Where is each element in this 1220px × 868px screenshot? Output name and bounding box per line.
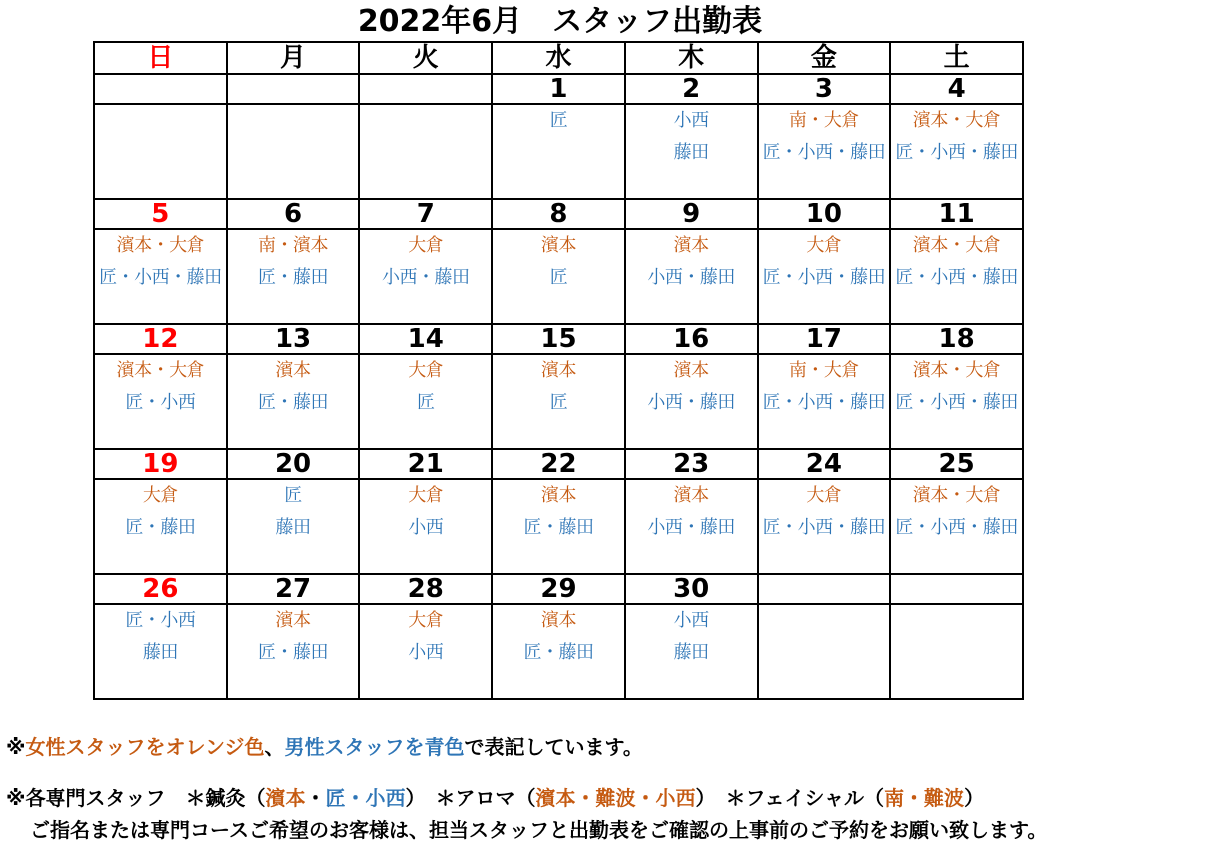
day-staff-cell: [94, 354, 227, 449]
weekday-header: 日: [94, 42, 227, 74]
day-number: 13: [227, 324, 360, 354]
day-staff-cell: [227, 604, 360, 699]
male-staff: 匠・小西・藤田: [895, 142, 1018, 163]
day-staff-cell: [758, 354, 891, 449]
day-number: 21: [359, 449, 492, 479]
note-segment: ）: [964, 786, 985, 810]
male-staff: 匠: [549, 267, 568, 288]
day-staff-cell: [227, 229, 360, 324]
weekday-header: 火: [359, 42, 492, 74]
note-segment: ） ＊フェイシャル（: [695, 786, 885, 810]
female-staff: 濱本: [673, 360, 709, 381]
female-staff: 濱本・大倉: [912, 235, 1001, 256]
female-staff: 濱本: [540, 235, 576, 256]
day-staff-cell: [359, 604, 492, 699]
weekday-header: 土: [890, 42, 1023, 74]
male-staff: 小西: [673, 110, 709, 131]
day-number: 27: [227, 574, 360, 604]
male-staff: 小西: [408, 517, 444, 538]
note-segment: ※: [6, 735, 26, 759]
female-staff: 大倉: [408, 610, 444, 631]
weekday-header: 水: [492, 42, 625, 74]
male-staff: 匠: [284, 485, 302, 506]
male-staff: 匠・小西・藤田: [99, 267, 222, 288]
female-staff: 濱本: [673, 485, 709, 506]
female-staff: 南・大倉: [788, 360, 859, 381]
day-staff-cell: [94, 479, 227, 574]
female-staff: 南・大倉: [788, 110, 859, 131]
staff-row: [94, 479, 1023, 574]
note-segment: 濱本・難波・小西: [535, 786, 696, 810]
female-staff: 濱本・大倉: [116, 235, 205, 256]
day-number: [94, 74, 227, 104]
day-number: 26: [94, 574, 227, 604]
male-staff: 匠・藤田: [523, 642, 594, 663]
male-staff: 匠・藤田: [258, 267, 329, 288]
day-number: 14: [359, 324, 492, 354]
male-staff: 匠・小西・藤田: [762, 392, 886, 413]
staff-row: [94, 354, 1023, 449]
note-segment: ） ＊アロマ（: [405, 786, 536, 810]
female-staff: 濱本: [275, 610, 311, 631]
reservation-note: ご指名または専門コースご希望のお客様は、担当スタッフと出勤表をご確認の上事前のご予約をお願い致します。: [30, 818, 1048, 842]
day-number: 5: [94, 199, 227, 229]
day-number: 17: [758, 324, 891, 354]
female-staff: 濱本: [540, 485, 576, 506]
note-segment: 匠・小西: [325, 786, 406, 810]
day-staff-cell: [625, 354, 758, 449]
day-number: 18: [890, 324, 1023, 354]
day-number: 11: [890, 199, 1023, 229]
day-number: [890, 574, 1023, 604]
note-segment: で表記しています。: [464, 735, 643, 759]
page-title: 2022年6月 スタッフ出勤表: [357, 4, 763, 39]
day-staff-cell: [890, 354, 1023, 449]
male-staff: 匠・藤田: [258, 392, 329, 413]
day-staff-cell: [890, 479, 1023, 574]
day-number: 4: [890, 74, 1023, 104]
day-number: 30: [625, 574, 758, 604]
day-staff-cell: [625, 229, 758, 324]
date-row: [94, 574, 1023, 604]
day-staff-cell: [625, 479, 758, 574]
male-staff: 小西・藤田: [382, 267, 470, 288]
day-number: 20: [227, 449, 360, 479]
male-staff: 小西・藤田: [647, 517, 735, 538]
female-staff: 濱本: [540, 360, 576, 381]
female-staff: 大倉: [806, 235, 842, 256]
day-number: 29: [492, 574, 625, 604]
day-number: [227, 74, 360, 104]
male-staff: 匠・小西・藤田: [895, 517, 1018, 538]
male-staff: 匠・小西・藤田: [895, 267, 1018, 288]
day-staff-cell: [890, 229, 1023, 324]
day-number: 15: [492, 324, 625, 354]
male-staff: 匠・小西・藤田: [762, 142, 886, 163]
male-staff: 藤田: [275, 517, 311, 538]
female-staff: 大倉: [142, 485, 178, 506]
female-staff: 濱本・大倉: [912, 110, 1001, 131]
staff-row: [94, 229, 1023, 324]
date-row: [94, 324, 1023, 354]
note-segment: 、: [264, 735, 285, 759]
day-staff-cell: [492, 604, 625, 699]
schedule-calendar: [93, 41, 1024, 700]
day-number: 3: [758, 74, 891, 104]
female-staff: 大倉: [408, 235, 444, 256]
day-number: 16: [625, 324, 758, 354]
male-staff: 藤田: [673, 142, 709, 163]
female-staff: 濱本・大倉: [116, 360, 205, 381]
female-staff: 濱本: [540, 610, 576, 631]
female-staff: 大倉: [408, 485, 444, 506]
note-segment: 女性スタッフをオレンジ色: [25, 735, 265, 759]
male-staff: 小西: [408, 642, 444, 663]
day-staff-cell: [359, 354, 492, 449]
date-row: [94, 74, 1023, 104]
day-staff-cell: [227, 354, 360, 449]
day-number: 6: [227, 199, 360, 229]
female-staff: 大倉: [806, 485, 842, 506]
male-staff: 藤田: [142, 642, 178, 663]
male-staff: 匠・藤田: [523, 517, 594, 538]
date-row: [94, 449, 1023, 479]
day-staff-cell: [890, 104, 1023, 199]
day-number: 7: [359, 199, 492, 229]
weekday-header: 木: [625, 42, 758, 74]
day-staff-cell: [359, 479, 492, 574]
note-segment: 南・難波: [884, 786, 965, 810]
male-staff: 匠・藤田: [125, 517, 196, 538]
day-staff-cell: [758, 104, 891, 199]
day-staff-cell: [359, 229, 492, 324]
day-number: 12: [94, 324, 227, 354]
date-row: [94, 199, 1023, 229]
day-staff-cell: [94, 604, 227, 699]
female-staff: 濱本: [673, 235, 709, 256]
day-number: 2: [625, 74, 758, 104]
day-staff-cell: [227, 104, 360, 199]
day-number: 25: [890, 449, 1023, 479]
day-number: [359, 74, 492, 104]
day-staff-cell: [625, 604, 758, 699]
day-number: 24: [758, 449, 891, 479]
female-staff: 濱本: [275, 360, 311, 381]
day-staff-cell: [227, 479, 360, 574]
day-number: 28: [359, 574, 492, 604]
staff-row: [94, 604, 1023, 699]
note-segment: ※各専門スタッフ ＊鍼灸（: [6, 786, 266, 810]
female-staff: 大倉: [408, 360, 444, 381]
day-staff-cell: [94, 104, 227, 199]
male-staff: 匠: [549, 392, 568, 413]
staff-row: [94, 104, 1023, 199]
weekday-header: 金: [758, 42, 891, 74]
male-staff: 小西: [673, 610, 709, 631]
note-segment: ・: [305, 786, 326, 810]
male-staff: 匠・藤田: [258, 642, 329, 663]
male-staff: 匠・小西・藤田: [762, 267, 886, 288]
male-staff: 匠・小西・藤田: [895, 392, 1018, 413]
note-segment: 男性スタッフを青色: [284, 735, 465, 759]
day-staff-cell: [890, 604, 1023, 699]
male-staff: 匠: [549, 110, 568, 131]
day-number: 19: [94, 449, 227, 479]
day-staff-cell: [758, 604, 891, 699]
day-staff-cell: [492, 229, 625, 324]
female-staff: 濱本・大倉: [912, 360, 1001, 381]
male-staff: 小西・藤田: [647, 267, 735, 288]
male-staff: 匠: [417, 392, 435, 413]
male-staff: 小西・藤田: [647, 392, 735, 413]
female-staff: 南・濱本: [258, 235, 329, 256]
male-staff: 匠・小西: [125, 610, 196, 631]
female-staff: 濱本・大倉: [912, 485, 1001, 506]
day-number: 9: [625, 199, 758, 229]
weekday-header: 月: [227, 42, 360, 74]
note-segment: 濱本: [265, 786, 306, 810]
day-staff-cell: [492, 479, 625, 574]
male-staff: 匠・小西: [125, 392, 196, 413]
color-legend-note: [6, 734, 643, 760]
day-staff-cell: [94, 229, 227, 324]
day-staff-cell: [758, 479, 891, 574]
weekday-header-row: [94, 42, 1023, 74]
male-staff: 藤田: [673, 642, 709, 663]
day-number: [758, 574, 891, 604]
male-staff: 匠・小西・藤田: [762, 517, 886, 538]
day-number: 23: [625, 449, 758, 479]
specialist-staff-note: [6, 785, 984, 811]
day-number: 8: [492, 199, 625, 229]
day-number: 1: [492, 74, 625, 104]
day-staff-cell: [359, 104, 492, 199]
day-staff-cell: [492, 104, 625, 199]
day-number: 22: [492, 449, 625, 479]
day-staff-cell: [492, 354, 625, 449]
day-staff-cell: [625, 104, 758, 199]
day-number: 10: [758, 199, 891, 229]
day-staff-cell: [758, 229, 891, 324]
